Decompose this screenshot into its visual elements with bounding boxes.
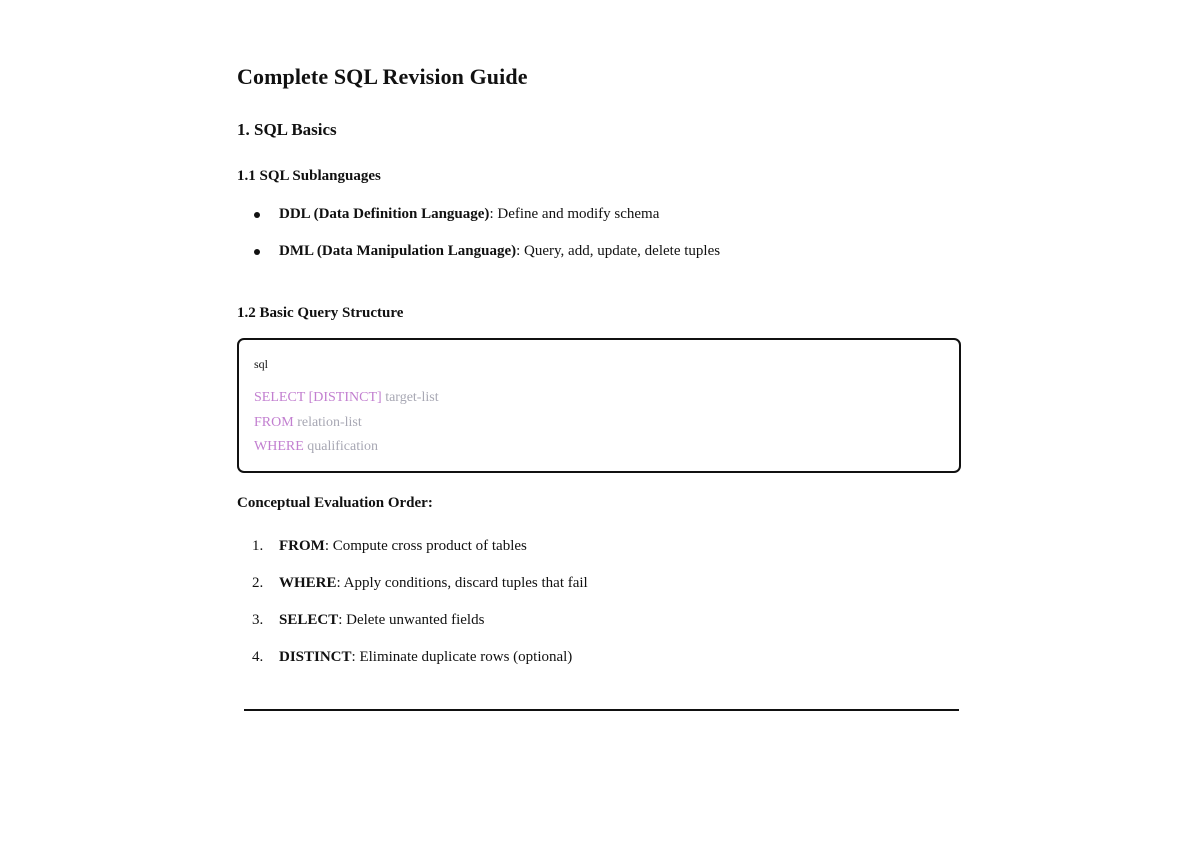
evaluation-order-list [237,537,965,685]
list-item-number: 4. [252,649,264,665]
list-item [237,574,965,611]
list-item-number: 3. [252,612,264,628]
list-item-number: 2. [252,575,264,591]
list-item-term: DML (Data Manipulation Language) [279,243,517,259]
list-item-desc: : Apply conditions, discard tuples that fail [336,575,588,591]
page-title: Complete SQL Revision Guide [237,64,528,89]
list-item [237,205,965,242]
list-item [237,242,965,279]
horizontal-divider [244,709,959,711]
list-item-term: DISTINCT [279,649,352,665]
section-heading-sql-basics: 1. SQL Basics [237,120,337,139]
subsection-heading-sublanguages: 1.1 SQL Sublanguages [237,168,381,184]
code-block [237,338,961,473]
list-item-desc: : Query, add, update, delete tuples [516,243,721,259]
list-item-term: SELECT [279,612,339,628]
code-language-label: sql [254,357,269,371]
list-item-desc: : Delete unwanted fields [338,612,485,628]
list-item-desc: : Compute cross product of tables [324,538,527,554]
code-line [254,390,439,406]
list-item [237,648,965,685]
sql-keyword: [DISTINCT] [308,390,382,405]
bullet-icon [254,212,260,218]
list-item [237,611,965,648]
list-item-desc: : Define and modify schema [489,206,660,222]
evaluation-order-heading: Conceptual Evaluation Order: [237,495,433,511]
sql-identifier: relation-list [297,415,362,430]
code-line [254,439,378,455]
bullet-icon [254,249,260,255]
sql-keyword: WHERE [254,439,304,454]
sql-keyword: SELECT [254,390,306,405]
list-item-desc: : Eliminate duplicate rows (optional) [351,649,573,665]
sql-keyword: FROM [254,415,294,430]
list-item-term: FROM [279,538,325,554]
list-item [237,537,965,574]
list-item-number: 1. [252,538,264,554]
list-item-term: DDL (Data Definition Language) [279,206,490,222]
subsection-heading-query-structure: 1.2 Basic Query Structure [237,305,404,321]
sql-identifier: target-list [385,390,439,405]
list-item-term: WHERE [279,575,337,591]
sublanguages-list [237,205,965,279]
code-line [254,415,362,431]
sql-identifier: qualification [307,439,379,454]
